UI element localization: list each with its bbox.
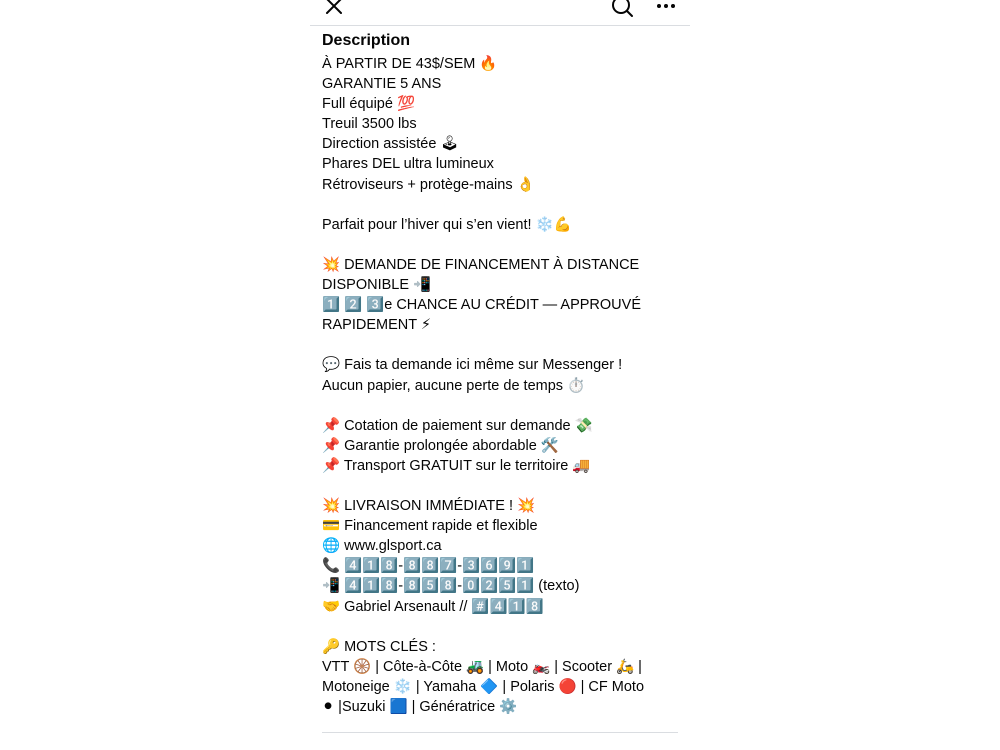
divider — [322, 732, 678, 733]
blank-line — [322, 235, 678, 255]
description-title: Description — [322, 32, 411, 49]
description-line: 📌 Transport GRATUIT sur le territoire 🚚 — [322, 457, 591, 474]
description-line: 💬 Fais ta demande ici même sur Messenger ! — [322, 357, 623, 374]
top-bar — [310, 0, 690, 26]
description-line: 💳 Financement rapide et flexible — [322, 518, 538, 535]
description-line: Direction assistée 🕹 — [322, 136, 459, 153]
description-line: RAPIDEMENT ⚡ — [322, 317, 432, 334]
blank-line — [322, 335, 678, 355]
description-line: 💥 DEMANDE DE FINANCEMENT À DISTANCE — [322, 256, 640, 273]
description-line: 🤝 Gabriel Arsenault // #️⃣4️⃣1️⃣8️⃣ — [322, 598, 544, 615]
description-line: 🔑 MOTS CLÉS : — [322, 638, 436, 655]
more-options-button[interactable] — [652, 0, 680, 20]
description-line: Rétroviseurs + protège-mains 👌 — [322, 176, 535, 193]
description-line: 💥 LIVRAISON IMMÉDIATE ! 💥 — [322, 498, 536, 515]
blank-line — [322, 476, 678, 496]
description-line: 📌 Cotation de paiement sur demande 💸 — [322, 417, 593, 434]
description-line: 🌐 www.glsport.ca — [322, 538, 442, 555]
description-line: Full équipé 💯 — [322, 96, 416, 113]
description-line: ⚫ |Suzuki 🟦 | Génératrice ⚙️ — [322, 699, 518, 715]
description-line: Motoneige ❄️ | Yamaha 🔷 | Polaris 🔴 | CF Moto — [322, 678, 645, 695]
description-line: Aucun papier, aucune perte de temps ⏱️ — [322, 377, 586, 394]
close-icon — [324, 0, 344, 16]
description-line: Parfait pour l’hiver qui s’en vient! ❄️💪 — [322, 216, 572, 233]
description-line: 1️⃣ 2️⃣ 3️⃣e CHANCE AU CRÉDIT — APPROUVÉ — [322, 297, 641, 314]
blank-line — [322, 195, 678, 215]
description-section — [322, 30, 678, 717]
description-line: 📞 4️⃣1️⃣8️⃣-8️⃣8️⃣7️⃣-3️⃣6️⃣9️⃣1️⃣ — [322, 558, 535, 575]
search-button[interactable] — [608, 0, 636, 20]
description-line: Treuil 3500 lbs — [322, 116, 417, 133]
description-body — [322, 54, 678, 717]
blank-line — [322, 396, 678, 416]
search-icon — [610, 0, 634, 18]
description-line: À PARTIR DE 43$/SEM 🔥 — [322, 56, 498, 72]
blank-line — [322, 617, 678, 637]
close-button[interactable] — [320, 0, 348, 20]
description-line: Phares DEL ultra lumineux — [322, 156, 494, 173]
description-line: DISPONIBLE 📲 — [322, 277, 432, 294]
description-line: 📲 4️⃣1️⃣8️⃣-8️⃣5️⃣8️⃣-0️⃣2️⃣5️⃣1️⃣ (texto) — [322, 578, 580, 595]
description-line: 📌 Garantie prolongée abordable 🛠️ — [322, 437, 559, 454]
listing-panel — [310, 0, 690, 750]
description-line: VTT 🛞 | Côte-à-Côte 🚜 | Moto 🏍️ | Scooter 🛵 | — [322, 658, 642, 675]
more-horizontal-icon — [654, 0, 678, 18]
description-line: GARANTIE 5 ANS — [322, 76, 442, 93]
